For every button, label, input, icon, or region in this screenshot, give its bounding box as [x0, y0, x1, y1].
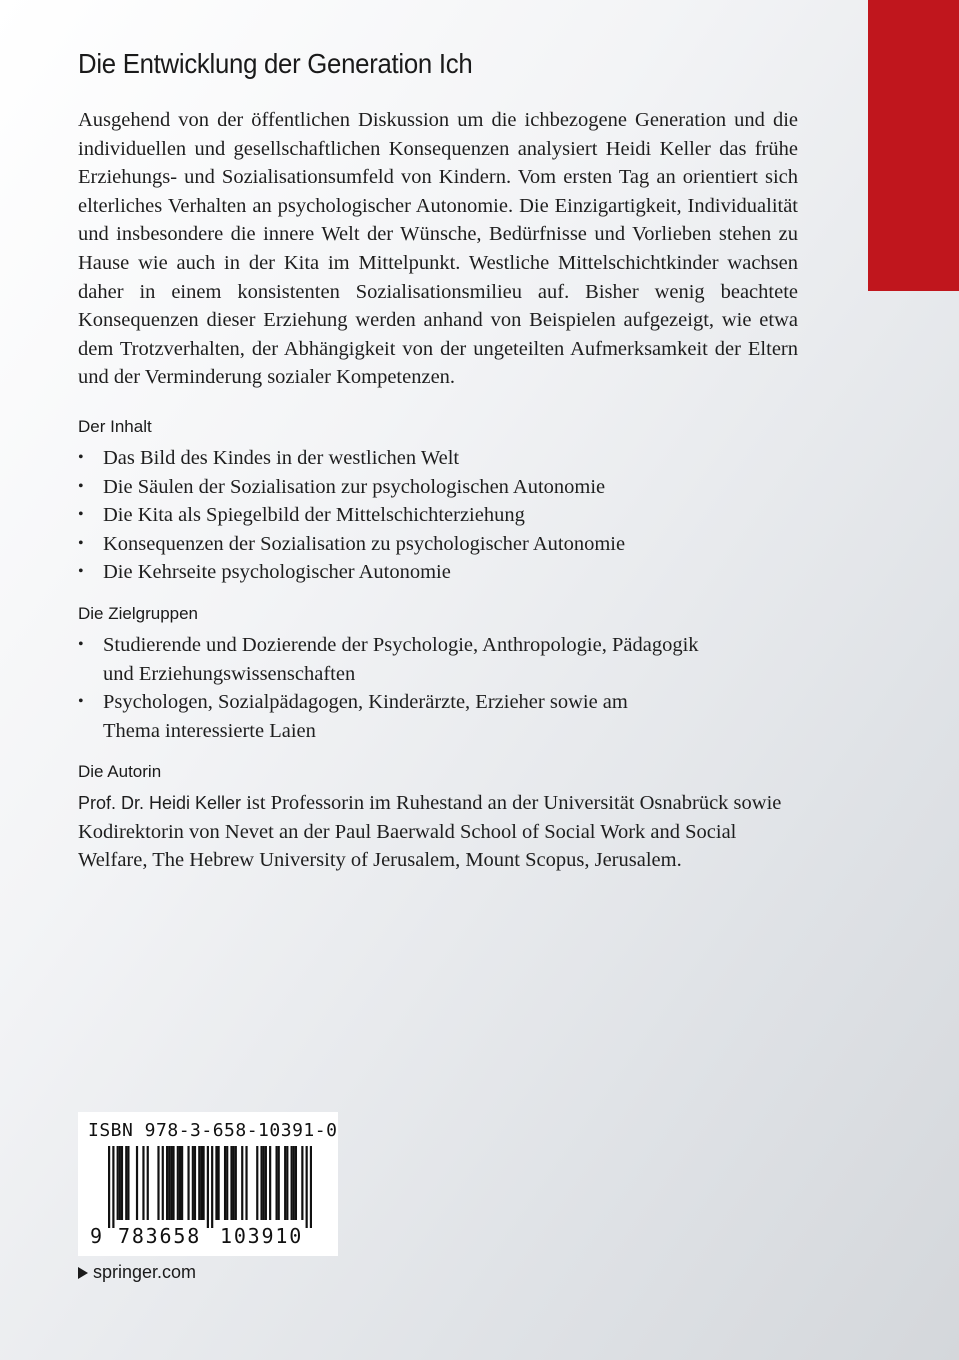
list-item: • Konsequenzen der Sozialisation zu psychologischer Autonomie — [78, 530, 798, 559]
barcode-bar — [177, 1146, 179, 1220]
barcode-bar — [224, 1146, 226, 1220]
author-bio — [78, 789, 798, 875]
isbn-barcode — [78, 1112, 338, 1256]
autorin-heading: Die Autorin — [78, 762, 162, 782]
barcode-bar — [108, 1146, 110, 1228]
barcode-bar — [170, 1146, 172, 1220]
barcode-bar — [194, 1146, 196, 1220]
list-item: • Psychologen, Sozialpädagogen, Kinderärzte, Erzieher sowie am Thema interessierte Laien — [78, 688, 663, 745]
barcode-bar — [230, 1146, 232, 1220]
back-cover-content — [78, 44, 798, 875]
publisher-link[interactable] — [78, 1262, 196, 1283]
triangle-arrow-icon — [78, 1267, 88, 1279]
barcode-bar — [301, 1146, 303, 1220]
barcode-bar — [162, 1146, 164, 1220]
barcode-bar — [125, 1146, 127, 1220]
barcode-bar — [295, 1146, 297, 1220]
barcode-bar — [235, 1146, 237, 1220]
ean-first-digit: 9 — [90, 1224, 103, 1248]
barcode-bar — [284, 1146, 286, 1220]
barcode-bar — [142, 1146, 144, 1220]
barcode-bar — [263, 1146, 265, 1220]
barcode-bar — [211, 1146, 213, 1228]
barcode-bar — [306, 1146, 308, 1228]
barcode-bar — [200, 1146, 202, 1220]
barcode-bar — [172, 1146, 174, 1220]
barcode-bar — [121, 1146, 123, 1220]
barcode-bar — [278, 1146, 280, 1220]
barcode-bar — [179, 1146, 181, 1220]
list-item: • Das Bild des Kindes in der westlichen Welt — [78, 444, 798, 473]
publisher-website: springer.com — [93, 1262, 197, 1282]
barcode-bar — [112, 1146, 114, 1228]
book-title: Die Entwicklung der Generation Ich — [78, 48, 473, 79]
inhalt-heading: Der Inhalt — [78, 416, 152, 436]
barcode-bar — [207, 1146, 209, 1228]
ean-left-digits: 783658 — [118, 1224, 202, 1248]
barcode-bar — [119, 1146, 121, 1220]
barcode-bar — [260, 1146, 262, 1220]
barcode-bar — [241, 1146, 243, 1220]
barcode-bar — [117, 1146, 119, 1220]
barcode-bar — [286, 1146, 288, 1220]
zielgruppen-heading: Die Zielgruppen — [78, 603, 199, 623]
ean-right-digits: 103910 — [220, 1224, 304, 1248]
barcode-bar — [275, 1146, 277, 1220]
barcode-bar — [192, 1146, 194, 1220]
barcode-bar — [218, 1146, 220, 1220]
accent-bar — [868, 0, 959, 291]
barcode-bars — [108, 1146, 312, 1228]
barcode-bar — [147, 1146, 149, 1220]
isbn-label: ISBN 978-3-658-10391-0 — [88, 1120, 338, 1141]
list-item: • Die Kita als Spiegelbild der Mittelschichterziehung — [78, 501, 798, 530]
barcode-bar — [245, 1146, 247, 1220]
barcode-bar — [215, 1146, 217, 1220]
inhalt-list — [78, 444, 798, 587]
barcode-bar — [181, 1146, 183, 1220]
barcode-bar — [198, 1146, 200, 1220]
author-name: Prof. Dr. Heidi Keller — [78, 793, 242, 814]
barcode-bar — [127, 1146, 129, 1220]
list-item: • Die Säulen der Sozialisation zur psychologischen Autonomie — [78, 473, 798, 502]
barcode-bar — [136, 1146, 138, 1220]
barcode-bar — [256, 1146, 258, 1220]
barcode-bar — [265, 1146, 267, 1220]
intro-paragraph: Ausgehend von der öffentlichen Diskussion um die ichbezogene Generation und die individuellen und gesellschaftlichen Konsequenzen analysiert Heidi Keller das frühe Erziehungs- und Sozialisationsumfeld von Kindern. Vom ersten Tag an orientiert sich elterliches Verhalten an psychologischer Autonomie. Die Einzigartigkeit, Individualität und insbesondere die innere Welt der Wünsche, Bedürfnisse und Vorlieben stehen zu Hause wie auch in der Kita im Mittelpunkt. Westliche Mittelschichtkinder wachsen daher in einem konsistenten Sozialisationsmilieu auf. Bisher wenig beachtete Konsequenzen dieser Erziehung werden anhand von Beispielen aufgezeigt, wie etwa dem Trotzverhalten, der Abhängigkeit von der ungeteilten Aufmerksamkeit der Eltern und der Verminderung sozialer Kompetenzen. — [78, 109, 798, 389]
barcode-bar — [168, 1146, 170, 1220]
author-bio-text: ist Professorin im Ruhestand an der Universität Osnabrück sowie Kodirektorin von Nevet an der Paul Baerwald School of Social Work and Social Welfare, The Hebrew University of Jerusalem, Mount Scopus, Jerusalem. — [78, 792, 782, 872]
barcode-bar — [233, 1146, 235, 1220]
barcode-bar — [187, 1146, 189, 1220]
barcode-bar — [226, 1146, 228, 1220]
barcode-bar — [166, 1146, 168, 1220]
barcode-bar — [157, 1146, 159, 1220]
list-item: • Die Kehrseite psychologischer Autonomie — [78, 558, 798, 587]
barcode-bar — [202, 1146, 204, 1220]
zielgruppen-list — [78, 631, 798, 745]
barcode-bar — [293, 1146, 295, 1220]
barcode-bar — [310, 1146, 312, 1228]
list-item: • Studierende und Dozierende der Psychologie, Anthropologie, Pädagogik und Erziehungswissenschaften — [78, 631, 703, 688]
barcode-bar — [269, 1146, 271, 1220]
barcode-bar — [291, 1146, 293, 1220]
